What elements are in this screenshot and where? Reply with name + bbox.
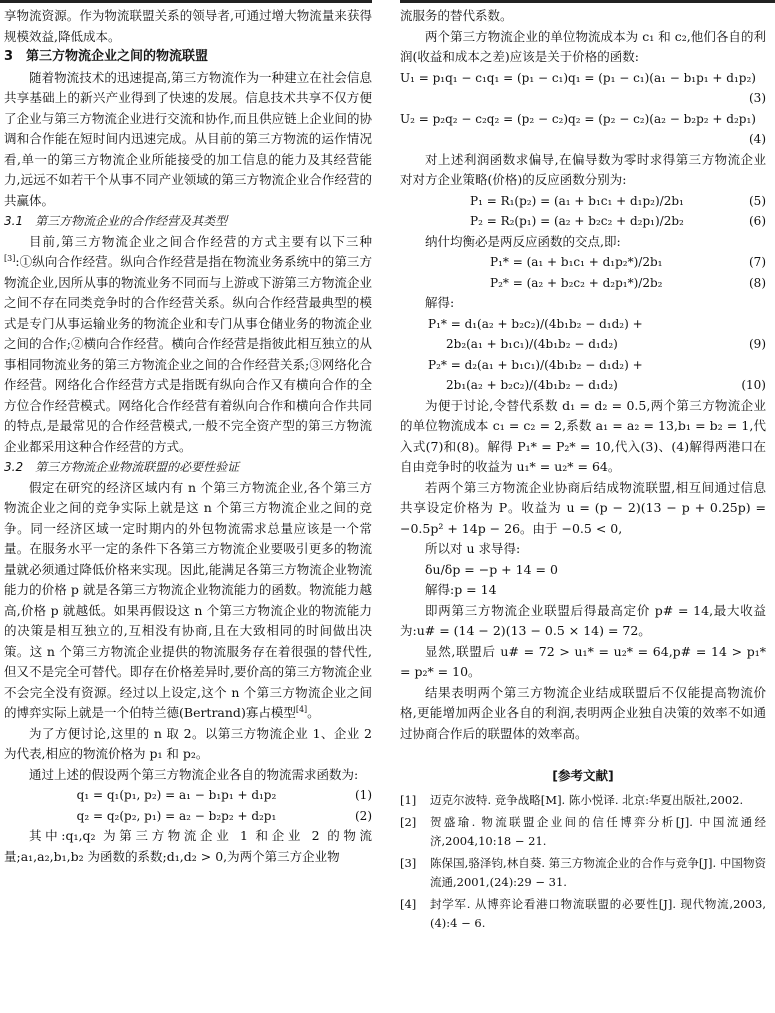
paragraph: 结果表明两个第三方物流企业结成联盟后不仅能提高物流价格,更能增加两企业各自的利润,表明两企业独自决策的效率不如通过协商合作后的联盟体的效率高。 [400, 684, 766, 741]
equation-body: U₁ = p₁q₁ − c₁q₁ = (p₁ − c₁)q₁ = (p₁ − c₁)(a₁ − b₁p₁ + d₁p₂) [400, 70, 756, 85]
equation-number: (9) [749, 337, 766, 351]
subsection-heading: 3.2 第三方物流企业物流联盟的必要性验证 [4, 460, 240, 474]
equation [400, 191, 766, 212]
equation-number: (10) [741, 378, 766, 392]
paragraph [4, 232, 372, 458]
header-rule-right [400, 0, 775, 3]
equation-number: (3) [749, 91, 766, 105]
equation [400, 273, 766, 294]
reference-number: [1] [400, 792, 417, 807]
equation [400, 252, 766, 273]
equation-number: (4) [749, 132, 766, 146]
reference-item [400, 791, 766, 810]
paragraph: 若两个第三方物流企业协商后结成物流联盟,相互间通过信息共享设定价格为 P。收益为 u = (p − 2)(13 − p + 0.25p) = −0.5p² + 14p − 26。由于 −0.5 < 0, [400, 479, 766, 536]
equation-body: 解得:p = 14 [425, 582, 497, 597]
header-rule-left [0, 0, 372, 3]
paragraph-text: 目前,第三方物流企业之间合作经营的方式主要有以下三种 [29, 233, 372, 249]
equation-body: 2b₁(a₂ + b₂c₂)/(4b₁b₂ − d₁d₂) [446, 378, 618, 392]
paragraph: 纳什均衡必是两反应函数的交点,即: [425, 233, 621, 249]
paragraph: 享物流资源。作为物流联盟关系的领导者,可通过增大物流量来获得规模效益,降低成本。 [4, 8, 372, 44]
paragraph-text: 。 [307, 705, 320, 720]
paragraph: 通过上述的假设两个第三方物流企业各自的物流需求函数为: [29, 766, 359, 782]
paragraph-text: 假定在研究的经济区域内有 n 个第三方物流企业,各个第三方物流企业之间的竞争实际上就是这 n 个第三方物流企业之间的竞争。同一经济区域一定时期内的外包物流需求总量应该是一个常量。在服务水平一定的条件下各第三方物流企业要吸引更多的物流量就必须通过降低价格来实现。因此,能满足各第三方物流企业物流能力的价格 p 就是各第三方物流企业物流能力的函数。物流能力越高,价格 p 就越低。如果再假设这 n 个第三方物流企业的物流能力的决策是相互独立的,互相没有协商,且在大致相同的时间做出决策。这 n 个第三方物流企业提供的物流服务存在着很强的替代性,但又不是完全可替代。即存在价格差异时,要价高的第三方物流企业不会完全没有资源。经过以上设定,这个 n 个第三方物流企业之间的博弈实际上就是一个伯特兰德(Bertrand)寡占模型 [4, 479, 372, 720]
paragraph-text: :①纵向合作经营。纵向合作经营是指在物流业务系统中的第三方物流企业,因所从事的物流业务不同而与上游或下游第三方物流企业之间不存在同类竞争时的合作经营关系。纵向合作经营最典型的模式是专门从事运输业务的物流企业和专门从事仓储业务的物流企业之间的合作;②横向合作经营。横向合作经营是指彼此相互独立的从事相同物流业务的第三方物流企业之间的合作经营关系;③网络化合作经营。网络化合作经营方式是指既有纵向合作又有横向合作的全方位合作经营模式。网络化合作经营有着纵向合作和横向合作共同的特点,是最常见的合作经营模式,一般不完全资产型的第三方物流企业都采用这种合作经营的方式。 [4, 254, 372, 454]
citation: [4] [295, 704, 308, 714]
equation-number: (7) [749, 255, 766, 269]
reference-text: 贺盛瑜. 物流联盟企业间的信任博弈分析[J]. 中国流通经济,2004,10:18 − 21. [430, 814, 766, 848]
equation-body: q₁ = q₁(p₁, p₂) = a₁ − b₁p₁ + d₁p₂ [76, 788, 277, 802]
equation [4, 785, 372, 806]
paragraph [4, 478, 372, 724]
equation [400, 375, 766, 396]
left-column [4, 6, 372, 867]
equation-number: (1) [355, 788, 372, 802]
equation-body: P₂* = (a₂ + b₂c₂ + d₂p₁*)/2b₂ [490, 275, 663, 290]
equation-body: P₁* = d₁(a₂ + b₂c₂)/(4b₁b₂ − d₁d₂) + [428, 316, 643, 331]
equation [400, 211, 766, 232]
paragraph: 为便于讨论,令替代系数 d₁ = d₂ = 0.5,两个第三方物流企业的单位物流成本 c₁ = c₂ = 2,系数 a₁ = a₂ = 13,b₁ = b₂ = 1,代入式(7)和(8)。解得 P₁* = P₂* = 10,代入(3)、(4)解得两港口在自由竞争时的收益为 u₁* = u₂* = 64。 [400, 397, 766, 474]
equation-body: P₂* = d₂(a₁ + b₁c₁)/(4b₁b₂ − d₁d₂) + [428, 357, 643, 372]
reference-text: 封学军. 从博弈论看港口物流联盟的必要性[J]. 现代物流,2003,(4):4 − 6. [430, 896, 766, 930]
subsection-heading: 3.1 第三方物流企业的合作经营及其类型 [4, 214, 228, 228]
paragraph: 其中:q₁,q₂ 为第三方物流企业 1 和企业 2 的物流量;a₁,a₂,b₁,b₂ 为函数的系数;d₁,d₂ > 0,为两个第三方企业物 [4, 828, 372, 864]
reference-item [400, 854, 766, 892]
header-rule [0, 0, 775, 3]
reference-text: 陈保国,骆泽钧,林自葵. 第三方物流企业的合作与竞争[J]. 中国物资流通,2001,(24):29 − 31. [430, 855, 766, 889]
equation-number: (5) [749, 193, 766, 208]
reference-item [400, 895, 766, 933]
equation-body: P₂ = R₂(p₁) = (a₂ + b₂c₂ + d₂p₁)/2b₂ [470, 214, 684, 228]
paragraph: 两个第三方物流企业的单位物流成本为 c₁ 和 c₂,他们各自的利润(收益和成本之差)应该是关于价格的函数: [400, 28, 766, 64]
equation-body: q₂ = q₂(p₂, p₁) = a₂ − b₂p₂ + d₂p₁ [76, 808, 277, 823]
paragraph: 流服务的替代系数。 [400, 8, 513, 23]
paragraph: 所以对 u 求导得: [425, 541, 521, 556]
reference-text: 迈克尔波特. 竞争战略[M]. 陈小悦译. 北京:华夏出版社,2002. [430, 792, 744, 807]
equation-number: (6) [749, 214, 766, 228]
section-heading: 3 第三方物流企业之间的物流联盟 [4, 49, 209, 64]
paragraph: 对上述利润函数求偏导,在偏导数为零时求得第三方物流企业对对方企业策略(价格)的反应函数分别为: [400, 151, 766, 187]
reference-item [400, 813, 766, 851]
reference-number: [2] [400, 814, 417, 829]
equation-number: (8) [749, 275, 766, 290]
citation: [3] [4, 253, 16, 263]
equation-body: U₂ = p₂q₂ − c₂q₂ = (p₂ − c₂)q₂ = (p₂ − c₂)(a₂ − b₂p₂ + d₂p₁) [400, 111, 756, 126]
equation [4, 806, 372, 827]
paragraph: 即两第三方物流企业联盟后得最高定价 p# = 14,最大收益为:u# = (14 − 2)(13 − 0.5 × 14) = 72。 [400, 602, 766, 638]
references-heading: [参考文献] [552, 768, 614, 783]
paragraph: 显然,联盟后 u# = 72 > u₁* = u₂* = 64,p# = 14 > p₁* = p₂* = 10。 [400, 643, 766, 679]
paragraph: 解得: [425, 295, 455, 310]
equation [400, 334, 766, 355]
reference-number: [3] [400, 855, 417, 870]
right-column [400, 6, 766, 936]
paragraph: 随着物流技术的迅速提高,第三方物流作为一种建立在社会信息共享基础上的新兴产业得到了快速的发展。信息技术共享不仅方便了企业与第三方物流企业进行交流和协作,而且供应链上企业间的协调和合作能在短时间内迅速完成。从目前的第三方物流的运作情况看,单一的第三方物流企业所能接受的加工信息的能力及其经营能力,远远不如若干个从事不同产业领域的第三方物流企业合作经营的共赢体。 [4, 69, 372, 208]
equation-body: δu/δp = −p + 14 = 0 [425, 561, 558, 577]
paragraph: 为了方便讨论,这里的 n 取 2。以第三方物流企业 1、企业 2 为代表,相应的物流价格为 p₁ 和 p₂。 [4, 725, 372, 761]
equation-body: 2b₂(a₁ + b₁c₁)/(4b₁b₂ − d₁d₂) [446, 337, 618, 351]
reference-list [400, 791, 766, 933]
equation-body: P₁* = (a₁ + b₁c₁ + d₁p₂*)/2b₁ [490, 255, 663, 269]
equation-body: P₁ = R₁(p₂) = (a₁ + b₁c₁ + d₁p₂)/2b₁ [470, 193, 684, 208]
equation-number: (2) [355, 808, 372, 823]
reference-number: [4] [400, 896, 417, 911]
